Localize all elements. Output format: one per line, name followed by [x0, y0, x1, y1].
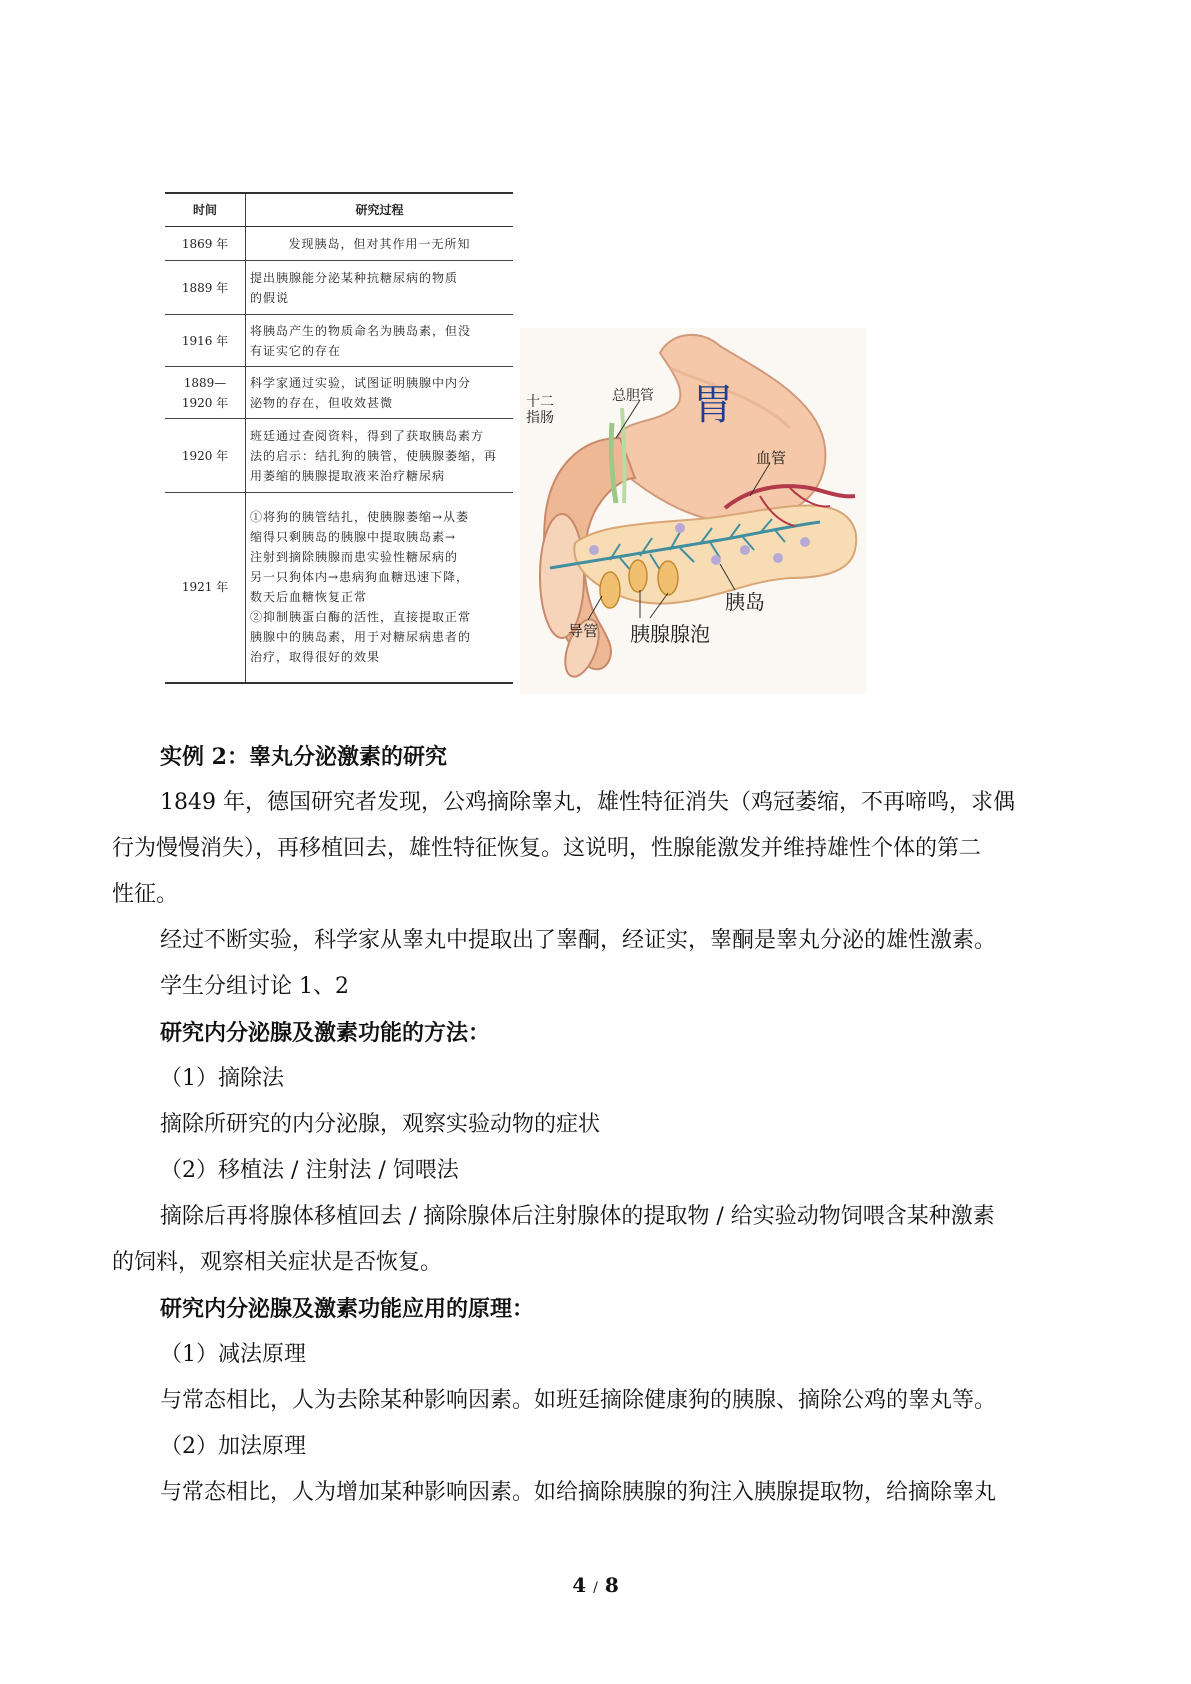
column-header-time: 时间	[165, 193, 246, 227]
paragraph-line: 与常态相比，人为增加某种影响因素。如给摘除胰腺的狗注入胰腺提取物，给摘除睾丸	[160, 1480, 997, 1505]
table-header-row	[165, 193, 513, 227]
method-title: （1）摘除法	[160, 1066, 284, 1091]
table-cell-process: 提出胰腺能分泌某种抗糖尿病的物质 的假说	[246, 261, 514, 315]
label-bile-duct: 总胆管	[612, 388, 654, 404]
table-cell-process: ①将狗的胰管结扎，使胰腺萎缩→从萎 缩得只剩胰岛的胰腺中提取胰岛素→ 注射到摘除胰腺而患实验性糖尿病的 另一只狗体内→患病狗血糖迅速下降， 数天后血糖恢复正常 ②抑制胰蛋白酶的活性，直接提取正常 胰腺中的胰岛素，用于对糖尿病患者的 治疗，取得很好的效果	[246, 493, 514, 683]
insulin-history-table	[165, 192, 513, 684]
total-pages: 8	[604, 1573, 619, 1597]
method-title: （2）移植法 / 注射法 / 饲喂法	[160, 1158, 459, 1183]
paragraph-line: 经过不断实验，科学家从睾丸中提取出了睾酮，经证实，睾酮是睾丸分泌的雄性激素。	[160, 928, 997, 953]
paragraph-line: 性征。	[112, 882, 179, 907]
table-cell-year: 1921 年	[165, 493, 246, 683]
table-cell-year: 1920 年	[165, 419, 246, 493]
table-row	[165, 227, 513, 261]
page-number	[0, 1573, 1191, 1597]
paragraph-line: 行为慢慢消失），再移植回去，雄性特征恢复。这说明，性腺能激发并维持雄性个体的第二	[112, 836, 982, 861]
label-duodenum: 十二 指肠	[526, 394, 554, 426]
column-header-process: 研究过程	[246, 193, 514, 227]
pancreas-anatomy-diagram	[520, 328, 866, 694]
section-heading-testis: 实例 2：睾丸分泌激素的研究	[160, 744, 447, 770]
table-cell-year: 1916 年	[165, 315, 246, 367]
table-cell-process: 将胰岛产生的物质命名为胰岛素，但没 有证实它的存在	[246, 315, 514, 367]
page-separator: /	[593, 1580, 598, 1596]
paragraph-line: 与常态相比，人为去除某种影响因素。如班廷摘除健康狗的胰腺、摘除公鸡的睾丸等。	[160, 1388, 997, 1413]
table-row	[165, 367, 513, 419]
paragraph-line: 摘除所研究的内分泌腺，观察实验动物的症状	[160, 1112, 601, 1137]
paragraph-line: 1849 年，德国研究者发现，公鸡摘除睾丸，雄性特征消失（鸡冠萎缩，不再啼鸣，求偶	[160, 790, 1015, 815]
label-stomach: 胃	[692, 380, 735, 429]
principle-title: （1）减法原理	[160, 1342, 306, 1367]
current-page: 4	[572, 1573, 587, 1597]
table-cell-year: 1889— 1920 年	[165, 367, 246, 419]
section-heading-principles: 研究内分泌腺及激素功能应用的原理：	[160, 1296, 535, 1322]
paragraph-line: 摘除后再将腺体移植回去 / 摘除腺体后注射腺体的提取物 / 给实验动物饲喂含某种激素	[160, 1204, 995, 1229]
table-row	[165, 419, 513, 493]
paragraph-line: 学生分组讨论 1、2	[160, 974, 349, 999]
label-acinus: 胰腺腺泡	[630, 622, 710, 646]
paragraph-line: 的饲料，观察相关症状是否恢复。	[112, 1250, 443, 1275]
table-cell-process: 班廷通过查阅资料，得到了获取胰岛素方 法的启示：结扎狗的胰管，使胰腺萎缩，再 用萎缩的胰腺提取液来治疗糖尿病	[246, 419, 514, 493]
table-cell-year: 1869 年	[165, 227, 246, 261]
table-cell-process: 发现胰岛，但对其作用一无所知	[246, 227, 514, 261]
section-heading-methods: 研究内分泌腺及激素功能的方法：	[160, 1020, 491, 1046]
label-islet: 胰岛	[725, 590, 765, 614]
table-cell-process: 科学家通过实验，试图证明胰腺中内分 泌物的存在，但收效甚微	[246, 367, 514, 419]
table-row	[165, 261, 513, 315]
table-row	[165, 493, 513, 683]
principle-title: （2）加法原理	[160, 1434, 306, 1459]
table-row	[165, 315, 513, 367]
table-cell-year: 1889 年	[165, 261, 246, 315]
label-blood-vessel: 血管	[756, 449, 787, 467]
label-duct: 导管	[568, 622, 599, 640]
